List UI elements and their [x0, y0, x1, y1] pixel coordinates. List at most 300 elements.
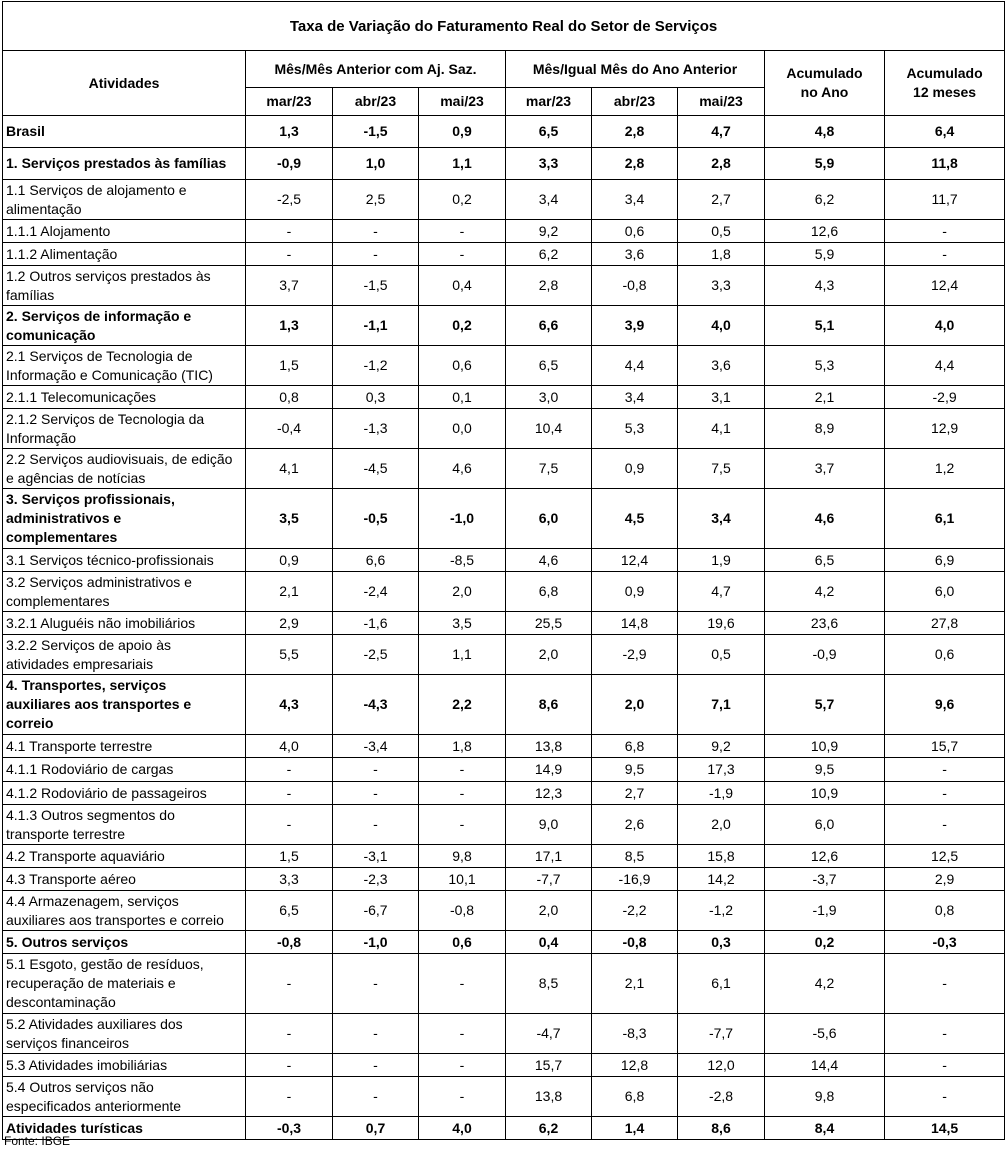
table-row	[3, 891, 1005, 931]
header-atividades: Atividades	[3, 51, 246, 116]
value-cell: 2,1	[765, 386, 885, 409]
value-cell: 3,6	[592, 243, 678, 266]
row-label-line: 4. Transportes, serviços	[6, 677, 167, 693]
value-cell: 2,8	[678, 148, 765, 180]
value-cell: -	[246, 1014, 333, 1054]
row-label-line: 5.2 Atividades auxiliares dos	[6, 1015, 183, 1032]
value-cell: -	[246, 243, 333, 266]
value-cell: 12,6	[765, 845, 885, 868]
value-cell: -2,5	[333, 635, 419, 675]
table-row	[3, 954, 1005, 1014]
table-row	[3, 346, 1005, 386]
row-label-line: complementares	[6, 529, 118, 545]
value-cell: -0,3	[246, 1117, 333, 1140]
row-label-line: Brasil	[6, 123, 45, 139]
value-cell: 5,9	[765, 243, 885, 266]
value-cell: 1,5	[246, 346, 333, 386]
value-cell: -	[333, 782, 419, 805]
value-cell: 6,0	[765, 805, 885, 845]
value-cell: 9,2	[506, 220, 592, 243]
row-label-line: 3.2 Serviços administrativos e	[6, 573, 192, 590]
value-cell: -0,8	[419, 891, 506, 931]
services-table	[2, 1, 1005, 1140]
value-cell: -	[885, 1014, 1005, 1054]
value-cell: 2,0	[678, 805, 765, 845]
table-row	[3, 549, 1005, 572]
header-accumulated-12-months: Acumulado 12 meses	[885, 51, 1005, 116]
row-label-line: 3.1 Serviços técnico-profissionais	[6, 551, 214, 568]
value-cell: -	[333, 758, 419, 782]
value-cell: 0,6	[419, 346, 506, 386]
row-label-line: 4.1 Transporte terrestre	[6, 737, 153, 754]
value-cell: 2,0	[592, 675, 678, 735]
row-label-line: transporte terrestre	[6, 825, 126, 842]
row-label-line: Atividades turísticas	[6, 1119, 143, 1136]
value-cell: 8,6	[506, 675, 592, 735]
row-label	[3, 675, 246, 735]
value-cell: 3,3	[246, 868, 333, 891]
value-cell: -4,3	[333, 675, 419, 735]
value-cell: -0,8	[246, 931, 333, 954]
value-cell: 4,2	[765, 954, 885, 1014]
value-cell: 2,8	[592, 148, 678, 180]
row-label	[3, 845, 246, 868]
table-row	[3, 735, 1005, 758]
value-cell: 3,4	[678, 489, 765, 549]
value-cell: 3,6	[678, 346, 765, 386]
value-cell: 1,9	[678, 549, 765, 572]
value-cell: -0,4	[246, 409, 333, 449]
value-cell: 6,8	[592, 735, 678, 758]
value-cell: -1,0	[333, 931, 419, 954]
value-cell: 1,8	[419, 735, 506, 758]
row-label-line: 1.1.2 Alimentação	[6, 245, 118, 262]
value-cell: 14,5	[885, 1117, 1005, 1140]
value-cell: 3,0	[506, 386, 592, 409]
table-row	[3, 220, 1005, 243]
value-cell: 6,2	[506, 1117, 592, 1140]
row-label	[3, 489, 246, 549]
row-label-line: recuperação de materiais e	[6, 975, 176, 991]
row-label	[3, 116, 246, 148]
value-cell: -0,9	[246, 148, 333, 180]
row-label-line: 4.4 Armazenagem, serviços	[6, 892, 179, 909]
header-row-1	[3, 51, 1005, 88]
value-cell: -	[246, 954, 333, 1014]
value-cell: 12,3	[506, 782, 592, 805]
table-row	[3, 306, 1005, 346]
value-cell: -5,6	[765, 1014, 885, 1054]
table-row	[3, 931, 1005, 954]
value-cell: 2,7	[678, 180, 765, 220]
row-label-line: 4.1.2 Rodoviário de passageiros	[6, 784, 207, 801]
value-cell: 3,4	[592, 180, 678, 220]
value-cell: -2,9	[885, 386, 1005, 409]
header-month: mai/23	[419, 88, 506, 116]
source-note: Fonte: IBGE	[4, 1134, 71, 1148]
value-cell: -4,5	[333, 449, 419, 489]
value-cell: 14,8	[592, 612, 678, 635]
value-cell: -1,2	[333, 346, 419, 386]
value-cell: -1,5	[333, 266, 419, 306]
value-cell: -	[419, 1014, 506, 1054]
value-cell: -	[333, 1014, 419, 1054]
value-cell: -0,8	[592, 266, 678, 306]
value-cell: 0,2	[765, 931, 885, 954]
value-cell: 0,4	[506, 931, 592, 954]
value-cell: 0,0	[419, 409, 506, 449]
row-label	[3, 1014, 246, 1054]
value-cell: 6,5	[506, 346, 592, 386]
value-cell: 7,1	[678, 675, 765, 735]
value-cell: 8,4	[765, 1117, 885, 1140]
row-label-line: 1.2 Outros serviços prestados às	[6, 267, 211, 284]
value-cell: 6,5	[506, 116, 592, 148]
row-label	[3, 758, 246, 782]
row-label	[3, 1054, 246, 1077]
row-label-line: 2.1.1 Telecomunicações	[6, 388, 156, 405]
value-cell: 6,6	[333, 549, 419, 572]
value-cell: -	[419, 220, 506, 243]
value-cell: 1,1	[419, 148, 506, 180]
value-cell: 6,1	[678, 954, 765, 1014]
value-cell: 10,1	[419, 868, 506, 891]
value-cell: 9,6	[885, 675, 1005, 735]
value-cell: 4,1	[678, 409, 765, 449]
row-label-line: 5.3 Atividades imobiliárias	[6, 1056, 168, 1073]
value-cell: 0,8	[246, 386, 333, 409]
value-cell: -	[333, 220, 419, 243]
table-row	[3, 243, 1005, 266]
value-cell: 6,2	[765, 180, 885, 220]
value-cell: -	[885, 220, 1005, 243]
row-label	[3, 148, 246, 180]
value-cell: 3,3	[506, 148, 592, 180]
row-label-line: famílias	[6, 286, 55, 303]
value-cell: -	[246, 220, 333, 243]
report-table-container	[2, 1, 1004, 1140]
value-cell: 10,9	[765, 782, 885, 805]
value-cell: 1,0	[333, 148, 419, 180]
value-cell: 6,0	[885, 572, 1005, 612]
value-cell: -	[419, 954, 506, 1014]
value-cell: -1,2	[678, 891, 765, 931]
row-label	[3, 409, 246, 449]
value-cell: -	[419, 243, 506, 266]
value-cell: 9,8	[765, 1077, 885, 1117]
header-group-month-over-month: Mês/Mês Anterior com Aj. Saz.	[246, 51, 506, 88]
value-cell: 4,6	[506, 549, 592, 572]
row-label-line: serviços financeiros	[6, 1034, 129, 1051]
value-cell: 14,2	[678, 868, 765, 891]
value-cell: 2,0	[506, 635, 592, 675]
value-cell: 2,7	[592, 782, 678, 805]
table-row	[3, 180, 1005, 220]
table-row	[3, 148, 1005, 180]
row-label-line: 1.1.1 Alojamento	[6, 222, 111, 239]
value-cell: 5,1	[765, 306, 885, 346]
value-cell: 6,6	[506, 306, 592, 346]
value-cell: 11,8	[885, 148, 1005, 180]
value-cell: -0,5	[333, 489, 419, 549]
value-cell: -	[333, 954, 419, 1014]
value-cell: 6,4	[885, 116, 1005, 148]
value-cell: -	[419, 758, 506, 782]
value-cell: 4,0	[885, 306, 1005, 346]
value-cell: -	[885, 782, 1005, 805]
value-cell: -0,8	[592, 931, 678, 954]
value-cell: 0,4	[419, 266, 506, 306]
row-label-line: e agências de notícias	[6, 469, 146, 486]
value-cell: 4,3	[246, 675, 333, 735]
table-row	[3, 1077, 1005, 1117]
table-row	[3, 1117, 1005, 1140]
row-label	[3, 931, 246, 954]
value-cell: 1,1	[419, 635, 506, 675]
value-cell: 25,5	[506, 612, 592, 635]
table-row	[3, 572, 1005, 612]
row-label-line: complementares	[6, 592, 110, 609]
value-cell: 0,7	[333, 1117, 419, 1140]
table-row	[3, 868, 1005, 891]
value-cell: -3,4	[333, 735, 419, 758]
value-cell: 6,1	[885, 489, 1005, 549]
row-label-line: 4.1.3 Outros segmentos do	[6, 806, 175, 823]
value-cell: -0,3	[885, 931, 1005, 954]
value-cell: 2,6	[592, 805, 678, 845]
value-cell: 0,9	[592, 572, 678, 612]
value-cell: -	[885, 954, 1005, 1014]
value-cell: -2,3	[333, 868, 419, 891]
row-label-line: auxiliares aos transportes e	[6, 696, 192, 712]
value-cell: 4,8	[765, 116, 885, 148]
value-cell: 0,5	[678, 635, 765, 675]
row-label-line: 3.2.2 Serviços de apoio às	[6, 636, 171, 653]
row-label	[3, 243, 246, 266]
table-body	[3, 116, 1005, 1140]
table-row	[3, 409, 1005, 449]
value-cell: 4,0	[246, 735, 333, 758]
row-label	[3, 386, 246, 409]
header-month: abr/23	[333, 88, 419, 116]
row-label-line: 5.4 Outros serviços não	[6, 1078, 154, 1095]
value-cell: 0,2	[419, 180, 506, 220]
value-cell: 12,4	[592, 549, 678, 572]
value-cell: 8,6	[678, 1117, 765, 1140]
row-label	[3, 266, 246, 306]
row-label	[3, 572, 246, 612]
value-cell: 4,1	[246, 449, 333, 489]
value-cell: 3,7	[246, 266, 333, 306]
value-cell: -2,8	[678, 1077, 765, 1117]
value-cell: 27,8	[885, 612, 1005, 635]
table-row	[3, 805, 1005, 845]
value-cell: 5,9	[765, 148, 885, 180]
value-cell: -	[885, 805, 1005, 845]
row-label	[3, 1077, 246, 1117]
value-cell: 6,9	[885, 549, 1005, 572]
value-cell: -	[333, 1054, 419, 1077]
value-cell: 15,8	[678, 845, 765, 868]
row-label-line: comunicação	[6, 326, 96, 343]
table-row	[3, 266, 1005, 306]
row-label	[3, 180, 246, 220]
table-row	[3, 675, 1005, 735]
header-group-year-over-year: Mês/Igual Mês do Ano Anterior	[506, 51, 765, 88]
value-cell: 9,2	[678, 735, 765, 758]
value-cell: 2,0	[506, 891, 592, 931]
value-cell: 4,7	[678, 572, 765, 612]
value-cell: -	[885, 1077, 1005, 1117]
row-label-line: 5.1 Esgoto, gestão de resíduos,	[6, 956, 204, 972]
value-cell: -	[333, 243, 419, 266]
value-cell: 3,7	[765, 449, 885, 489]
value-cell: 12,9	[885, 409, 1005, 449]
value-cell: 3,4	[592, 386, 678, 409]
value-cell: -7,7	[506, 868, 592, 891]
row-label-line: auxiliares aos transportes e correio	[6, 911, 224, 928]
value-cell: 14,9	[506, 758, 592, 782]
value-cell: -	[246, 1054, 333, 1077]
value-cell: 2,0	[419, 572, 506, 612]
value-cell: -	[246, 1077, 333, 1117]
value-cell: 7,5	[506, 449, 592, 489]
value-cell: 12,0	[678, 1054, 765, 1077]
value-cell: -	[333, 805, 419, 845]
row-label	[3, 220, 246, 243]
row-label	[3, 612, 246, 635]
value-cell: 15,7	[885, 735, 1005, 758]
value-cell: 2,8	[506, 266, 592, 306]
value-cell: 0,9	[246, 549, 333, 572]
value-cell: -	[246, 782, 333, 805]
value-cell: -	[885, 243, 1005, 266]
value-cell: 5,7	[765, 675, 885, 735]
value-cell: -	[885, 758, 1005, 782]
value-cell: 1,8	[678, 243, 765, 266]
value-cell: 2,1	[592, 954, 678, 1014]
row-label-line: 4.2 Transporte aquaviário	[6, 847, 165, 864]
value-cell: 8,5	[592, 845, 678, 868]
value-cell: -16,9	[592, 868, 678, 891]
value-cell: -1,3	[333, 409, 419, 449]
row-label-line: descontaminação	[6, 994, 116, 1010]
table-row	[3, 612, 1005, 635]
value-cell: 4,2	[765, 572, 885, 612]
value-cell: -1,5	[333, 116, 419, 148]
value-cell: 3,1	[678, 386, 765, 409]
row-label	[3, 549, 246, 572]
row-label	[3, 891, 246, 931]
row-label-line: 3.2.1 Aluguéis não imobiliários	[6, 614, 196, 631]
value-cell: -	[419, 782, 506, 805]
row-label-line: Informação	[6, 429, 77, 446]
value-cell: 0,9	[419, 116, 506, 148]
value-cell: 3,4	[506, 180, 592, 220]
value-cell: 3,3	[678, 266, 765, 306]
row-label	[3, 449, 246, 489]
row-label-line: alimentação	[6, 200, 82, 217]
value-cell: 0,6	[419, 931, 506, 954]
header-month: mar/23	[506, 88, 592, 116]
table-row	[3, 386, 1005, 409]
value-cell: 4,0	[419, 1117, 506, 1140]
value-cell: 8,5	[506, 954, 592, 1014]
value-cell: 1,2	[885, 449, 1005, 489]
value-cell: 0,6	[885, 635, 1005, 675]
value-cell: 12,8	[592, 1054, 678, 1077]
value-cell: 13,8	[506, 735, 592, 758]
table-row	[3, 845, 1005, 868]
value-cell: 6,8	[506, 572, 592, 612]
value-cell: 12,4	[885, 266, 1005, 306]
value-cell: 19,6	[678, 612, 765, 635]
value-cell: 9,8	[419, 845, 506, 868]
value-cell: 1,3	[246, 306, 333, 346]
value-cell: 3,9	[592, 306, 678, 346]
value-cell: 3,5	[246, 489, 333, 549]
value-cell: 14,4	[765, 1054, 885, 1077]
table-row	[3, 635, 1005, 675]
value-cell: 1,5	[246, 845, 333, 868]
row-label-line: correio	[6, 715, 54, 731]
value-cell: -2,5	[246, 180, 333, 220]
row-label-line: administrativos e	[6, 510, 122, 526]
row-label-line: 2.2 Serviços audiovisuais, de edição	[6, 450, 233, 467]
value-cell: 0,1	[419, 386, 506, 409]
table-row	[3, 1054, 1005, 1077]
value-cell: -	[885, 1054, 1005, 1077]
table-title: Taxa de Variação do Faturamento Real do Setor de Serviços	[3, 2, 1005, 51]
value-cell: -6,7	[333, 891, 419, 931]
row-label-line: 5. Outros serviços	[6, 933, 129, 950]
row-label-line: 2.1.2 Serviços de Tecnologia da	[6, 410, 205, 427]
value-cell: 0,9	[592, 449, 678, 489]
value-cell: 15,7	[506, 1054, 592, 1077]
row-label	[3, 346, 246, 386]
value-cell: 4,3	[765, 266, 885, 306]
value-cell: 9,0	[506, 805, 592, 845]
value-cell: -1,9	[678, 782, 765, 805]
row-label-line: Informação e Comunicação (TIC)	[6, 366, 213, 383]
value-cell: -	[333, 1077, 419, 1117]
value-cell: 5,3	[765, 346, 885, 386]
value-cell: -1,6	[333, 612, 419, 635]
table-row	[3, 782, 1005, 805]
value-cell: 1,4	[592, 1117, 678, 1140]
value-cell: 4,0	[678, 306, 765, 346]
header-month: mar/23	[246, 88, 333, 116]
value-cell: -	[246, 805, 333, 845]
row-label	[3, 782, 246, 805]
row-label-line: especificados anteriormente	[6, 1097, 182, 1114]
value-cell: -1,1	[333, 306, 419, 346]
value-cell: 0,2	[419, 306, 506, 346]
value-cell: 11,7	[885, 180, 1005, 220]
value-cell: 9,5	[765, 758, 885, 782]
table-row	[3, 116, 1005, 148]
row-label	[3, 868, 246, 891]
header-accumulated-year: Acumulado no Ano	[765, 51, 885, 116]
value-cell: -1,0	[419, 489, 506, 549]
value-cell: 2,9	[885, 868, 1005, 891]
header-month: mai/23	[678, 88, 765, 116]
value-cell: 6,5	[246, 891, 333, 931]
row-label	[3, 306, 246, 346]
value-cell: 0,3	[678, 931, 765, 954]
value-cell: 6,5	[765, 549, 885, 572]
value-cell: -2,9	[592, 635, 678, 675]
